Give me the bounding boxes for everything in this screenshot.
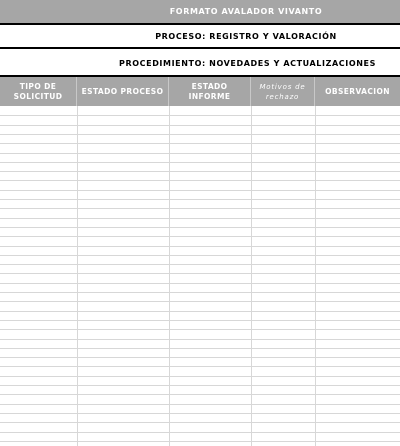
table-row-line [0,125,400,126]
column-divider [169,106,170,446]
table-row-line [0,366,400,367]
table-body [0,106,400,446]
table-row-line [0,385,400,386]
table-row-line [0,320,400,321]
table-row-line [0,171,400,172]
table-row-line [0,283,400,284]
column-header-motivos-rechazo[interactable]: Motivos de rechazo [251,77,315,106]
table-row-line [0,246,400,247]
table-row-line [0,422,400,423]
column-divider [315,106,316,446]
column-header-tipo-solicitud[interactable]: TIPO DE SOLICITUD [0,77,77,106]
table-row-line [0,143,400,144]
table-row-line [0,115,400,116]
table-row-line [0,432,400,433]
column-divider [77,106,78,446]
document-title: FORMATO AVALADOR VIVANTO [0,0,400,23]
table-header-row [0,75,400,106]
table-row-line [0,264,400,265]
table-row-line [0,162,400,163]
procedure-line: PROCEDIMIENTO: NOVEDADES Y ACTUALIZACIONES [0,51,400,75]
table-row-line [0,190,400,191]
column-header-estado-informe[interactable]: ESTADO INFORME [169,77,251,106]
table-row-line [0,199,400,200]
table-row-line [0,301,400,302]
table-row-line [0,227,400,228]
process-line: PROCESO: REGISTRO Y VALORACIÓN [0,23,400,49]
column-header-observacion[interactable]: OBSERVACION [325,86,390,96]
table-row-line [0,255,400,256]
table-row-line [0,134,400,135]
table-row-line [0,339,400,340]
table-row-line [0,413,400,414]
column-header-estado-proceso[interactable]: ESTADO PROCESO [77,77,169,106]
table-row-line [0,376,400,377]
table-row-line [0,208,400,209]
table-row-line [0,357,400,358]
column-divider [251,106,252,446]
table-row-line [0,441,400,442]
table-row-line [0,180,400,181]
table-row-line [0,218,400,219]
table-row-line [0,273,400,274]
table-row-line [0,236,400,237]
table-row-line [0,292,400,293]
table-row-line [0,153,400,154]
table-row-line [0,329,400,330]
table-row-line [0,311,400,312]
table-row-line [0,404,400,405]
table-row-line [0,348,400,349]
table-row-line [0,394,400,395]
